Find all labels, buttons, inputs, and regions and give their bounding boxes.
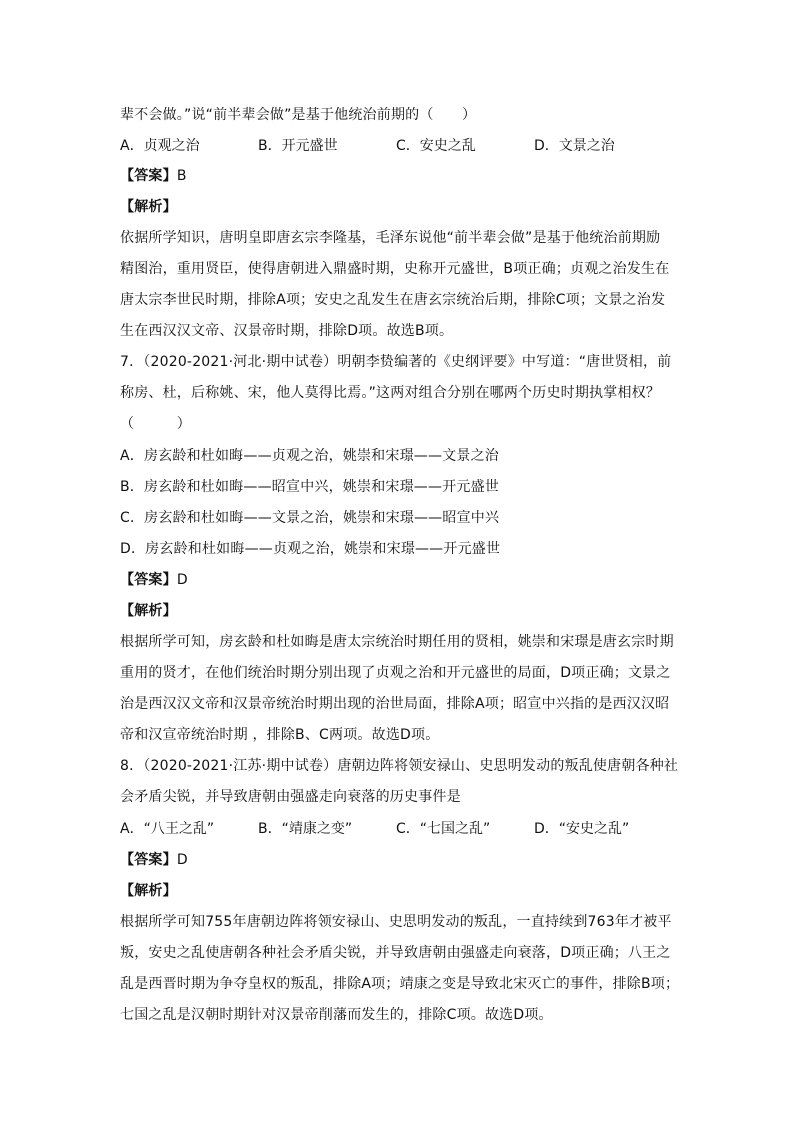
q8-option-c: C．“七国之乱” <box>396 821 491 837</box>
q8-option-d: D．“安史之乱” <box>534 821 630 837</box>
q6-answer <box>120 167 680 185</box>
q6-option-b: B．开元盛世 <box>258 138 338 154</box>
q7-answer-label: 【答案】 <box>120 572 177 588</box>
q8-option-b: B．“靖康之变” <box>258 821 353 837</box>
q8-analysis-label: 【解析】 <box>120 883 177 899</box>
q7-stem-line-2: 称房、杜，后称姚、宋，他人莫得比焉。”这两对组合分别在哪两个历史时期执掌相权？ <box>120 385 661 401</box>
q7-analysis-line-1: 根据所学可知，房玄龄和杜如晦是唐太宗统治时期任用的贤相，姚崇和宋璟是唐玄宗时期 <box>120 634 674 650</box>
q8-answer <box>120 851 680 869</box>
q6-stem-tail: 辈不会做。”说“前半辈会做”是基于他统治前期的（ ） <box>120 107 477 123</box>
q8-answer-label: 【答案】 <box>120 852 177 868</box>
q6-option-a: A．贞观之治 <box>120 138 200 154</box>
q8-analysis-line-4: 七国之乱是汉朝时期针对汉景帝削藩而发生的，排除C项。故选D项。 <box>120 1007 553 1023</box>
q6-answer-value: B <box>176 168 187 184</box>
q6-analysis-label: 【解析】 <box>120 199 177 215</box>
q6-analysis-line-2: 精图治，重用贤臣，使得唐朝进入鼎盛时期，史称开元盛世，B项正确；贞观之治发生在 <box>120 261 670 277</box>
q7-option-b: B．房玄龄和杜如晦——昭宣中兴，姚崇和宋璟——开元盛世 <box>120 479 500 495</box>
q8-stem-line-2: 会矛盾尖锐，并导致唐朝由强盛走向衰落的历史事件是 <box>120 789 461 805</box>
q7-answer-value: D <box>176 572 188 588</box>
q8-analysis-line-1: 根据所学可知755年唐朝边阵将领安禄山、史思明发动的叛乱，一直持续到763年才被平 <box>120 914 672 930</box>
q6-option-c: C．安史之乱 <box>396 138 476 154</box>
q7-option-c: C．房玄龄和杜如晦——文景之治，姚崇和宋璟——昭宣中兴 <box>120 510 500 526</box>
q6-option-d: D．文景之治 <box>534 138 615 154</box>
q7-option-d: D．房玄龄和杜如晦——贞观之治，姚崇和宋璟——开元盛世 <box>120 541 501 557</box>
q7-answer <box>120 571 680 589</box>
q7-analysis-line-4: 帝和汉宣帝统治时期 ，排除B、C两项。故选D项。 <box>120 727 440 743</box>
q6-analysis-line-1: 依据所学知识，唐明皇即唐玄宗李隆基，毛泽东说他“前半辈会做”是基于他统治前期励 <box>120 230 661 246</box>
q7-analysis-line-2: 重用的贤才，在他们统治时期分别出现了贞观之治和开元盛世的局面，D项正确；文景之 <box>120 665 671 681</box>
q7-option-a: A．房玄龄和杜如晦——贞观之治，姚崇和宋璟——文景之治 <box>120 448 499 464</box>
q7-stem-line-3: （ ） <box>120 416 191 432</box>
q6-analysis-line-3: 唐太宗李世民时期，排除A项；安史之乱发生在唐玄宗统治后期，排除C项；文景之治发 <box>120 292 666 308</box>
q8-answer-value: D <box>176 852 188 868</box>
q8-option-a: A．“八王之乱” <box>120 821 215 837</box>
q8-analysis-line-3: 乱是西晋时期为争夺皇权的叛乱，排除A项；靖康之变是导致北宋灭亡的事件，排除B项； <box>120 976 680 992</box>
q8-stem-line-1: 8．（2020-2021·江苏·期中试卷）唐朝边阵将领安禄山、史思明发动的叛乱使唐朝各种社 <box>120 758 679 774</box>
q7-analysis-line-3: 治是西汉汉文帝和汉景帝统治时期出现的治世局面，排除A项；昭宣中兴指的是西汉汉昭 <box>120 696 670 712</box>
q8-analysis-line-2: 叛，安史之乱使唐朝各种社会矛盾尖锐，并导致唐朝由强盛走向衰落，D项正确；八王之 <box>120 945 671 961</box>
q6-answer-label: 【答案】 <box>120 168 177 184</box>
q6-analysis-line-4: 生在西汉汉文帝、汉景帝时期，排除D项。故选B项。 <box>120 323 454 339</box>
q7-stem-line-1: 7．（2020-2021·河北·期中试卷）明朝李贽编著的《史纲评要》中写道：“唐世贤相，前 <box>120 354 672 370</box>
q7-analysis-label: 【解析】 <box>120 603 177 619</box>
